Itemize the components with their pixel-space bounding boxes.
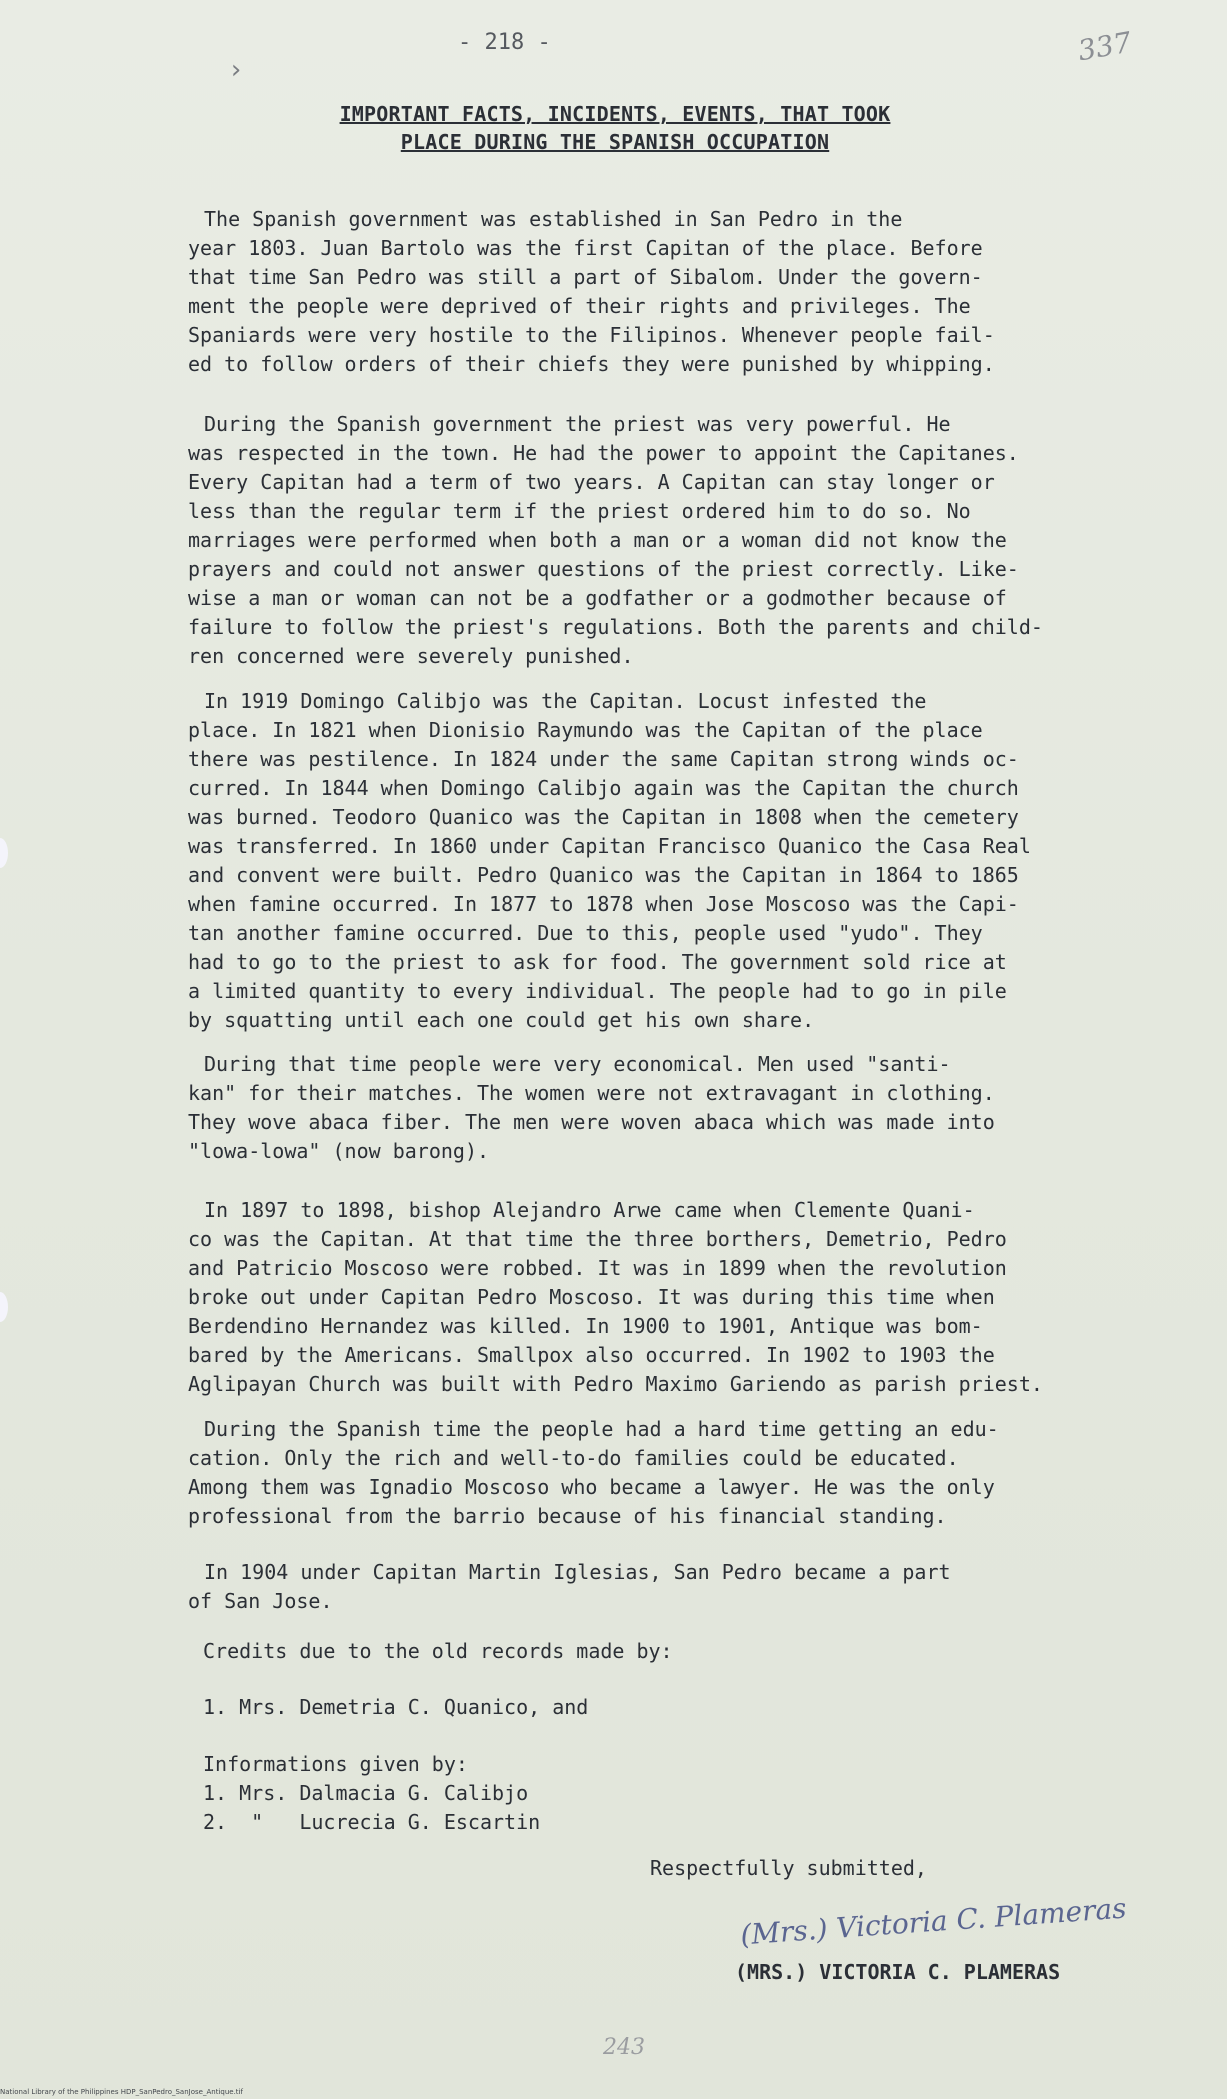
punch-hole <box>0 1292 8 1322</box>
document-title <box>180 100 1050 156</box>
title-line-1: IMPORTANT FACTS, INCIDENTS, EVENTS, THAT TOOK <box>339 102 891 126</box>
credits-records: 1. Mrs. Demetria C. Quanico, and <box>203 1695 589 1719</box>
handwritten-page-mark: 243 <box>603 2035 645 2060</box>
informant-2: 2. " Lucrecia G. Escartin <box>203 1810 541 1834</box>
paragraph-education: During the Spanish time the people had a hard time getting an edu- cation. Only the rich and well-to-do families could be educated. Among them was Ignadio Moscoso who became a lawyer. He was the only professional from the barrio because of his financial standing. <box>188 1417 999 1528</box>
paragraph-priest-power: During the Spanish government the priest was very powerful. He was respected in the town. He had the power to appoint the Capitanes. Every Capitan had a term of two years. A Capitan can stay longer or less than the regular term if the priest ordered him to do so. No marriages were performed when both a man or a woman did not know the prayers and could not answer questions of the priest correctly. Like- wise a man or woman can not be a godfather or a godmother because of failure to follow the priest's regulations. Both the parents and child- ren concerned were severely punished. <box>188 412 1043 668</box>
paragraph-revolution: In 1897 to 1898, bishop Alejandro Arwe came when Clemente Quani- co was the Capitan. At that time the three borthers, Demetrio, Pedro and Patricio Moscoso were robbed. It was in 1899 when the revolution broke out under Capitan Pedro Moscoso. It was during this time when Berdendino Hernandez was killed. In 1900 to 1901, Antique was bom- bared by the Americans. Smallpox also occurred. In 1902 to 1903 the Aglipayan Church was built with Pedro Maximo Gariendo as parish priest. <box>188 1198 1043 1396</box>
page-number: - 218 - <box>458 30 551 55</box>
archive-number: 337 <box>1075 25 1134 68</box>
handwritten-signature: (Mrs.) Victoria C. Plameras <box>739 1891 1128 1952</box>
scan-footer: National Library of the Philippines HDP_SanPedro_SanJose_Antique.tif <box>0 2088 243 2096</box>
signer-name: (MRS.) VICTORIA C. PLAMERAS <box>735 1960 1061 1984</box>
informant-1: 1. Mrs. Dalmacia G. Calibjo <box>203 1781 529 1805</box>
signoff: Respectfully submitted, <box>650 1856 927 1880</box>
credits-heading: Credits due to the old records made by: <box>203 1639 673 1663</box>
title-line-2: PLACE DURING THE SPANISH OCCUPATION <box>400 130 830 154</box>
paragraph-capitanes-events: In 1919 Domingo Calibjo was the Capitan. Locust infested the place. In 1821 when Dionisio Raymundo was the Capitan of the place there was pestilence. In 1824 under the same Capitan strong winds oc- curred. In 1844 when Domingo Calibjo again was the Capitan the church was burned. Teodoro Quanico was the Capitan in 1808 when the cemetery was transferred. In 1860 under Capitan Francisco Quanico the Casa Real and convent were built. Pedro Quanico was the Capitan in 1864 to 1865 when famine occurred. In 1877 to 1878 when Jose Moscoso was the Capi- tan another famine occurred. Due to this, people used "yudo". They had to go to the priest to ask for food. The government sold rice at a limited quantity to every individual. The people had to go in pile by squatting until each one could get his own share. <box>188 689 1031 1032</box>
punch-hole <box>0 838 8 868</box>
paragraph-economy: During that time people were very economical. Men used "santi- kan" for their matches. The women were not extravagant in clothing. They wove abaca fiber. The men were woven abaca which was made into "lowa-lowa" (now barong). <box>188 1052 995 1163</box>
paragraph-san-jose: In 1904 under Capitan Martin Iglesias, San Pedro became a part of San Jose. <box>188 1560 951 1613</box>
pen-mark: › <box>228 55 244 85</box>
paragraph-establishment: The Spanish government was established in San Pedro in the year 1803. Juan Bartolo was the first Capitan of the place. Before that time San Pedro was still a part of Sibalom. Under the govern- ment the people were deprived of their rights and privileges. The Spaniards were very hostile to the Filipinos. Whenever people fail- ed to follow orders of their chiefs they were punished by whipping. <box>188 207 995 376</box>
informants-heading: Informations given by: <box>203 1752 468 1776</box>
